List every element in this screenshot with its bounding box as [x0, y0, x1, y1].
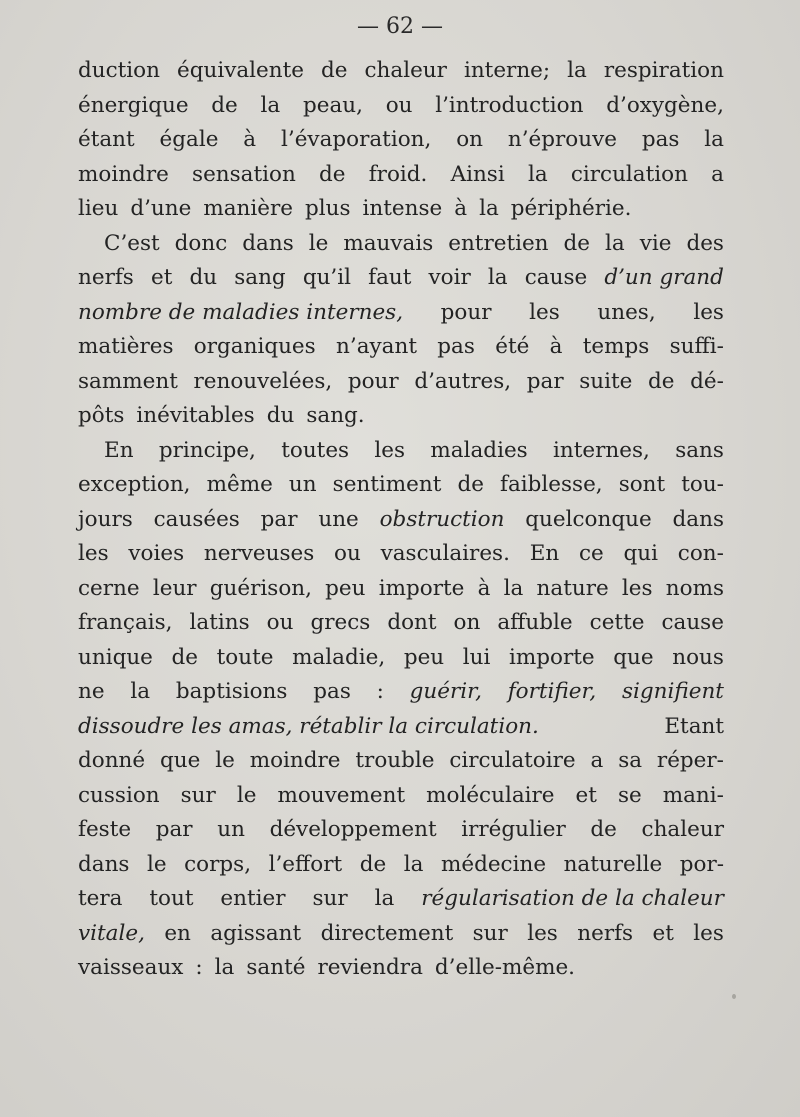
word: par	[155, 817, 193, 842]
word: unes,	[597, 299, 656, 325]
word: naturelle	[563, 851, 663, 877]
text-line	[78, 675, 724, 710]
italic-phrase: d’un grand	[604, 265, 724, 290]
word: affuble	[497, 610, 573, 635]
word: sang.	[306, 403, 365, 428]
word: grecs	[310, 610, 371, 635]
word: matières	[78, 334, 174, 359]
text-line	[78, 537, 724, 572]
word: dans	[78, 851, 130, 877]
page-number: — 62 —	[357, 14, 443, 39]
word: sang	[234, 265, 286, 290]
word: on	[453, 610, 481, 635]
word: donné	[78, 748, 146, 773]
text-line	[78, 227, 724, 262]
word: dans	[242, 230, 294, 256]
word: français,	[78, 610, 173, 635]
word: une	[318, 506, 359, 532]
word: suffi-	[669, 334, 724, 359]
word: par	[526, 368, 564, 394]
word: mauvais	[343, 230, 434, 256]
text-line	[78, 951, 724, 986]
word: de	[211, 92, 238, 118]
word: d’oxygène,	[606, 92, 724, 118]
word: C’est	[104, 230, 160, 256]
word: dont	[387, 610, 437, 635]
word: la	[567, 58, 587, 83]
word: le	[308, 230, 329, 256]
word: vasculaires.	[380, 541, 510, 566]
text-line	[78, 641, 724, 676]
word: a	[711, 161, 724, 187]
word: respiration	[603, 58, 724, 83]
word: feste	[78, 817, 132, 842]
word: faut	[368, 265, 412, 290]
word: les	[693, 299, 724, 325]
word: cussion	[78, 782, 160, 808]
word: suite	[579, 368, 633, 394]
word: de	[319, 161, 346, 187]
text-line	[78, 572, 724, 607]
word: périphérie.	[510, 196, 632, 221]
word: maladies	[430, 437, 528, 463]
word: les	[527, 920, 558, 946]
italic-phrase: signifient	[622, 679, 724, 704]
word: tera	[78, 886, 123, 911]
word: nerfs	[78, 265, 134, 290]
word: entretien	[448, 230, 549, 256]
word: intense	[362, 196, 443, 221]
word: samment	[78, 368, 178, 394]
word: nerveuses	[203, 541, 315, 566]
text-line	[78, 296, 724, 331]
word: la	[704, 127, 724, 152]
word: chaleur	[641, 817, 724, 842]
word: guérison,	[209, 575, 312, 601]
word: moléculaire	[426, 782, 555, 808]
word: été	[495, 334, 530, 359]
word: les	[621, 575, 653, 601]
word: vaisseaux	[78, 955, 184, 980]
word: tout	[149, 886, 194, 911]
word: importe	[509, 644, 595, 670]
word: de	[359, 851, 387, 877]
word: En	[529, 541, 560, 566]
word: froid.	[368, 161, 428, 187]
text-line	[78, 54, 724, 89]
word: sur	[180, 782, 216, 808]
word: la	[605, 230, 625, 256]
word: un	[217, 817, 245, 842]
word: sensation	[192, 161, 296, 187]
text-line	[78, 192, 724, 227]
word: la	[374, 886, 395, 911]
word: sa	[618, 748, 643, 773]
text-line	[78, 330, 724, 365]
word: ce	[579, 541, 604, 566]
text-line	[78, 606, 724, 641]
word: ou	[385, 92, 413, 118]
word: cause	[661, 610, 724, 635]
word: principe,	[158, 437, 256, 463]
word: des	[686, 230, 724, 256]
word: plus	[305, 196, 351, 221]
word: d’autres,	[414, 368, 512, 394]
italic-phrase: guérir,	[409, 679, 482, 704]
word: énergique	[78, 92, 189, 118]
text-line	[78, 744, 724, 779]
word: vie	[639, 230, 672, 256]
word: lui	[462, 644, 491, 670]
word: médecine	[440, 851, 547, 877]
word: égale	[159, 127, 219, 152]
word: la	[479, 196, 499, 221]
word: manière	[203, 196, 293, 221]
word: organiques	[193, 334, 316, 359]
text-line	[78, 89, 724, 124]
word: qu’il	[302, 265, 352, 290]
word: la	[403, 851, 424, 877]
word: l’introduction	[435, 92, 584, 118]
word: le	[236, 782, 257, 808]
word: de	[171, 644, 199, 670]
word: par	[260, 506, 298, 532]
word: cerne	[78, 575, 140, 601]
italic-phrase: fortifier,	[507, 679, 597, 704]
word: irrégulier	[461, 817, 566, 842]
text-line	[78, 123, 724, 158]
text-line	[78, 365, 724, 400]
word: réper-	[656, 748, 724, 773]
word: du	[266, 403, 295, 428]
text-line	[78, 882, 724, 917]
word: à	[243, 127, 257, 152]
word: :	[376, 679, 384, 704]
text-line	[78, 848, 724, 883]
text-line	[78, 503, 724, 538]
word: on	[456, 127, 483, 152]
word: un	[288, 472, 317, 497]
italic-phrase: obstruction	[379, 506, 505, 532]
word: la	[487, 265, 508, 290]
word: n’éprouve	[507, 127, 617, 152]
italic-phrase: régularisation de la chaleur	[421, 886, 724, 911]
word: leur	[152, 575, 197, 601]
word: la	[527, 161, 548, 187]
word: pas	[437, 334, 475, 359]
word: :	[195, 955, 203, 980]
word: mouvement	[277, 782, 406, 808]
word: pas	[641, 127, 680, 152]
word: à	[549, 334, 563, 359]
word: con-	[677, 541, 724, 566]
word: d’une	[130, 196, 192, 221]
word: nature	[536, 575, 609, 601]
word: peu	[403, 644, 445, 670]
word: voies	[128, 541, 185, 566]
word: qui	[623, 541, 659, 566]
word: sentiment	[332, 472, 442, 497]
word: faiblesse,	[500, 472, 603, 497]
italic-phrase: nombre de maladies internes,	[78, 299, 404, 325]
word: que	[160, 748, 201, 773]
word: de	[457, 472, 484, 497]
word: mani-	[662, 782, 724, 808]
word: cause	[524, 265, 588, 290]
word: En	[104, 437, 134, 463]
word: pour	[440, 299, 492, 325]
word: le	[147, 851, 167, 877]
word: que	[613, 644, 654, 670]
word: Etant	[664, 713, 724, 739]
word: de	[320, 58, 348, 83]
word: nous	[672, 644, 724, 670]
word: duction	[78, 58, 160, 83]
word: quelconque	[525, 506, 652, 532]
word: noms	[665, 575, 724, 601]
word: toutes	[281, 437, 350, 463]
word: pas	[313, 679, 351, 704]
word: peu	[325, 575, 366, 601]
word: sur	[312, 886, 348, 911]
word: ne	[78, 679, 105, 704]
word: tou-	[681, 472, 724, 497]
word: les	[693, 920, 724, 946]
word: sur	[472, 920, 508, 946]
word: reviendra	[317, 955, 423, 980]
word: baptisions	[175, 679, 288, 704]
word: l’évaporation,	[280, 127, 432, 152]
word: inévitables	[136, 403, 255, 428]
word: entier	[220, 886, 286, 911]
word: trouble	[355, 748, 435, 773]
text-line	[78, 399, 724, 434]
word: équivalente	[176, 58, 304, 83]
word: l’effort	[268, 851, 343, 877]
word: en	[164, 920, 191, 946]
word: Ainsi	[450, 161, 505, 187]
word: ou	[266, 610, 294, 635]
word: voir	[428, 265, 471, 290]
word: la	[503, 575, 524, 601]
word: circulatoire	[449, 748, 576, 773]
word: jours	[78, 506, 133, 532]
text-line	[78, 434, 724, 469]
word: développement	[269, 817, 437, 842]
word: sans	[675, 437, 724, 463]
text-line	[78, 158, 724, 193]
word: moindre	[249, 748, 341, 773]
word: pour	[347, 368, 399, 394]
paper-speck	[732, 994, 736, 999]
word: toute	[216, 644, 274, 670]
body-text	[78, 54, 724, 986]
italic-phrase: vitale,	[78, 920, 145, 946]
text-line	[78, 917, 724, 952]
text-line	[78, 468, 724, 503]
word: la	[214, 955, 235, 980]
word: et	[652, 920, 674, 946]
word: cette	[589, 610, 645, 635]
word: les	[374, 437, 406, 463]
text-line	[78, 710, 724, 745]
word: ou	[334, 541, 361, 566]
word: corps,	[184, 851, 252, 877]
word: circulation	[570, 161, 688, 187]
word: sont	[618, 472, 666, 497]
word: le	[215, 748, 235, 773]
word: à	[454, 196, 468, 221]
word: directement	[320, 920, 454, 946]
word: étant	[78, 127, 135, 152]
word: nerfs	[577, 920, 634, 946]
word: se	[617, 782, 642, 808]
word: exception,	[78, 472, 191, 497]
word: la	[130, 679, 151, 704]
word: de	[563, 230, 591, 256]
word: importe	[378, 575, 465, 601]
word: dans	[672, 506, 724, 532]
word: donc	[174, 230, 228, 256]
word: internes,	[553, 437, 650, 463]
word: unique	[78, 644, 153, 670]
word: temps	[582, 334, 650, 359]
word: de	[648, 368, 675, 394]
italic-phrase: dissoudre les amas, rétablir la circulation.	[78, 713, 539, 739]
text-line	[78, 813, 724, 848]
word: a	[590, 748, 604, 773]
text-line	[78, 779, 724, 814]
word: à	[477, 575, 491, 601]
word: d’elle-même.	[434, 955, 576, 980]
word: chaleur	[364, 58, 447, 83]
word: et	[575, 782, 597, 808]
word: maladie,	[292, 644, 386, 670]
word: les	[78, 541, 109, 566]
word: por-	[679, 851, 724, 877]
word: la	[260, 92, 281, 118]
word: agissant	[210, 920, 302, 946]
word: du	[189, 265, 218, 290]
word: peau,	[302, 92, 363, 118]
text-line	[78, 261, 724, 296]
word: et	[150, 265, 173, 290]
word: moindre	[78, 161, 169, 187]
word: les	[529, 299, 560, 325]
word: n’ayant	[336, 334, 417, 359]
word: dé-	[690, 368, 724, 394]
word: interne;	[463, 58, 551, 83]
word: même	[206, 472, 273, 497]
word: de	[590, 817, 617, 842]
word: pôts	[78, 403, 125, 428]
word: santé	[246, 955, 306, 980]
word: latins	[189, 610, 250, 635]
word: causées	[153, 506, 240, 532]
word: renouvelées,	[193, 368, 333, 394]
word: lieu	[78, 196, 119, 221]
